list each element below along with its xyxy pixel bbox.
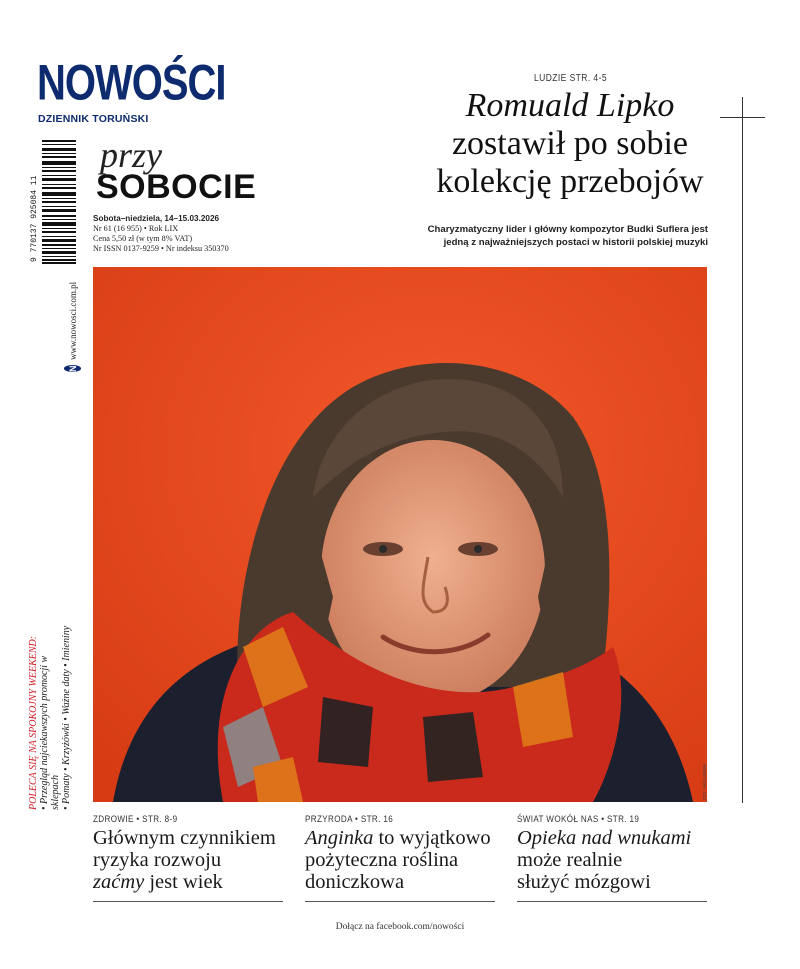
lead-line-1: Charyzmatyczny lider i główny kompozytor Budki Suflera jest [427, 224, 708, 235]
teaser-title-rest: jest wiek [144, 871, 223, 893]
teaser-title-italic: zaćmy [93, 871, 145, 893]
teaser-title-line-2: może realnie [517, 849, 623, 871]
barcode-number: 9 770137 925084 11 [30, 175, 39, 262]
teaser-title [517, 827, 707, 893]
teaser-title-line-2: pożyteczna roślina [305, 849, 459, 871]
teaser-title-line-1 [517, 827, 707, 849]
recommend-heading: POLECA SIĘ NA SPOKOJNY WEEKEND: [28, 635, 39, 810]
recommend-box [28, 622, 72, 810]
teaser-health[interactable] [93, 814, 283, 902]
teaser-title-line-3 [93, 871, 283, 893]
teaser-nature[interactable] [305, 814, 495, 902]
issue-number: Nr 61 (16 955) • Rok LIX [93, 224, 179, 233]
teaser-title-italic: Anginka [305, 827, 374, 849]
issue-date: Sobota–niedziela, 14–15.03.2026 [93, 214, 220, 223]
website-vertical[interactable] [64, 282, 82, 372]
main-story-lead [400, 223, 708, 249]
logo-wordmark: NOWOŚCI [37, 55, 226, 111]
newspaper-logo [37, 55, 226, 125]
teaser-tag: PRZYRODA • STR. 16 [305, 814, 394, 824]
teaser-world[interactable] [517, 814, 707, 902]
registration-mark-vertical [742, 97, 743, 803]
lead-line-2: jedną z najważniejszych postaci w historii polskiej muzyki [443, 237, 708, 248]
cover-photo[interactable] [93, 267, 707, 802]
recommend-line-1: • Przegląd najciekawszych promocji w sklepach [39, 655, 61, 810]
issue-meta [93, 214, 229, 254]
teaser-title-line-3: doniczkowa [305, 871, 405, 893]
logo-subtitle: DZIENNIK TORUŃSKI [38, 113, 149, 125]
headline-line-3: kolekcję przebojów [436, 163, 704, 200]
photo-credit: FOT. ARCHIWUM [702, 764, 707, 800]
headline-line-2: zostawił po sobie [451, 125, 689, 162]
supplement-bold: SOBOCIE [96, 168, 257, 206]
supplement-title [96, 135, 257, 206]
nowosci-badge-icon: N [65, 365, 82, 372]
main-story-tag: LUDZIE STR. 4-5 [534, 73, 607, 84]
teaser-title-line-3: służyć mózgowi [517, 871, 651, 893]
teaser-title [305, 827, 495, 893]
website-url[interactable]: www.nowosci.com.pl [68, 282, 78, 361]
teaser-title-rest: to wyjątkowo [373, 827, 491, 849]
barcode [42, 140, 76, 264]
recommend-line-2: • Pomaty • Krzyżówki • Ważne daty • Imieniny [61, 625, 72, 810]
supplement-script: przy [100, 135, 162, 175]
teaser-title [93, 827, 283, 893]
main-headline[interactable] [400, 87, 740, 201]
teaser-title-line-2: ryzyka rozwoju [93, 849, 222, 871]
facebook-footer[interactable]: Dołącz na facebook.com/nowości [335, 922, 465, 932]
issue-price: Cena 5,50 zł (w tym 8% VAT) [93, 234, 193, 243]
teaser-title-italic: Opieka nad wnukami [517, 827, 692, 849]
teaser-tag: ZDROWIE • STR. 8-9 [93, 814, 178, 824]
teaser-title-line-1 [305, 827, 495, 849]
teaser-title-line-1: Głównym czynnikiem [93, 827, 276, 849]
headline-name: Romuald Lipko [465, 87, 675, 124]
teaser-tag: ŚWIAT WOKÓŁ NAS • STR. 19 [517, 814, 640, 824]
issue-issn: Nr ISSN 0137-9259 • Nr indeksu 350370 [93, 244, 229, 253]
